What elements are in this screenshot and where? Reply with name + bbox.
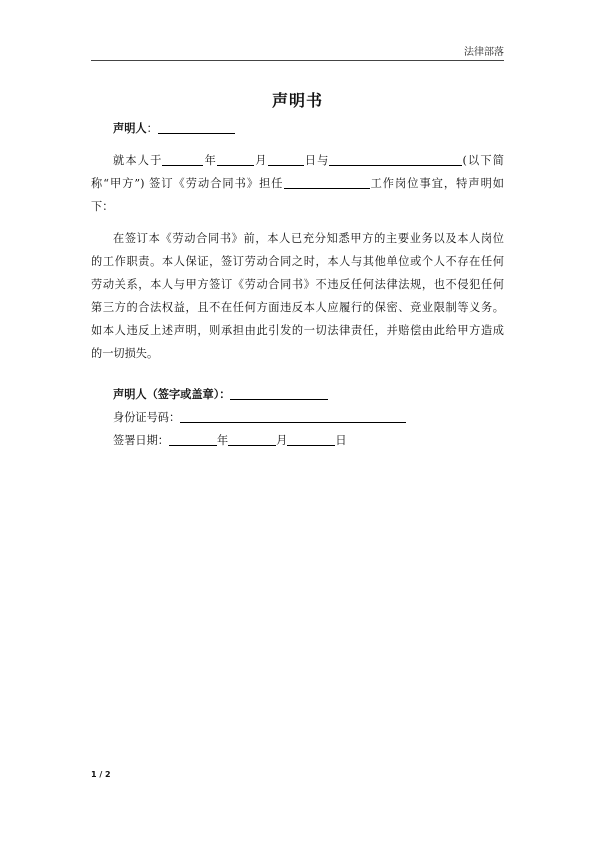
signature-blank[interactable] (230, 387, 328, 400)
sign-year-label: 年 (216, 434, 229, 447)
declarant-blank[interactable] (158, 121, 235, 134)
document-title: 声明书 (271, 91, 323, 110)
intro-line2-start: 称“甲方”) 签订《劳动合同书》担任 (91, 177, 284, 190)
sign-date-line (91, 433, 526, 449)
signature-label: 声明人（签字或盖章）： (113, 388, 231, 401)
declarant-colon: ： (146, 122, 158, 135)
signature-line (91, 387, 526, 403)
intro-line2-end: 工作岗位事宜，特声明如 (369, 177, 504, 190)
id-number-line (91, 410, 526, 426)
intro-text-start: 就本人于 (113, 154, 163, 167)
header-divider (91, 60, 504, 61)
sign-day-label: 日 (335, 434, 347, 447)
sign-date-label: 签署日期： (113, 434, 169, 447)
body-line-3: 劳动关系，本人与甲方签订《劳动合同书》不违反任何法律法规，也不侵犯任何 (91, 278, 504, 291)
declarant-label: 声明人 (113, 122, 147, 135)
sign-day-blank[interactable] (287, 433, 335, 446)
intro-line-1 (91, 153, 504, 169)
intro-party-blank[interactable] (329, 153, 462, 166)
body-line-2: 的工作职责。本人保证，签订劳动合同之时，本人与其他单位或个人不存在任何 (91, 255, 504, 268)
intro-text-end: (以下简 (462, 154, 504, 167)
page-number: 1 / 2 (91, 770, 111, 779)
body-line-4: 第三方的合法权益，且不在任何方面违反本人应履行的保密、竞业限制等义务。 (91, 301, 504, 314)
body-line-6: 的一切损失。 (91, 347, 159, 360)
sign-year-blank[interactable] (169, 433, 217, 446)
intro-line-3: 下： (91, 200, 114, 213)
id-number-blank[interactable] (180, 410, 406, 423)
body-line-5: 如本人违反上述声明，则承担由此引发的一切法律责任，并赔偿由此给甲方造成 (91, 324, 504, 337)
intro-day-blank[interactable] (268, 153, 304, 166)
intro-month-blank[interactable] (217, 153, 254, 166)
sign-month-blank[interactable] (228, 433, 276, 446)
intro-year-blank[interactable] (162, 153, 203, 166)
body-line-1: 在签订本《劳动合同书》前，本人已充分知悉甲方的主要业务以及本人岗位 (113, 232, 504, 245)
id-number-label: 身份证号码： (113, 411, 181, 424)
intro-line-2 (91, 176, 504, 192)
header-brand: 法律部落 (464, 47, 504, 58)
intro-year-label: 年 (203, 154, 218, 167)
intro-day-label: 日与 (303, 154, 330, 167)
declarant-line (91, 121, 526, 137)
intro-month-label: 月 (254, 154, 268, 167)
intro-position-blank[interactable] (284, 176, 370, 189)
sign-month-label: 月 (276, 434, 288, 447)
